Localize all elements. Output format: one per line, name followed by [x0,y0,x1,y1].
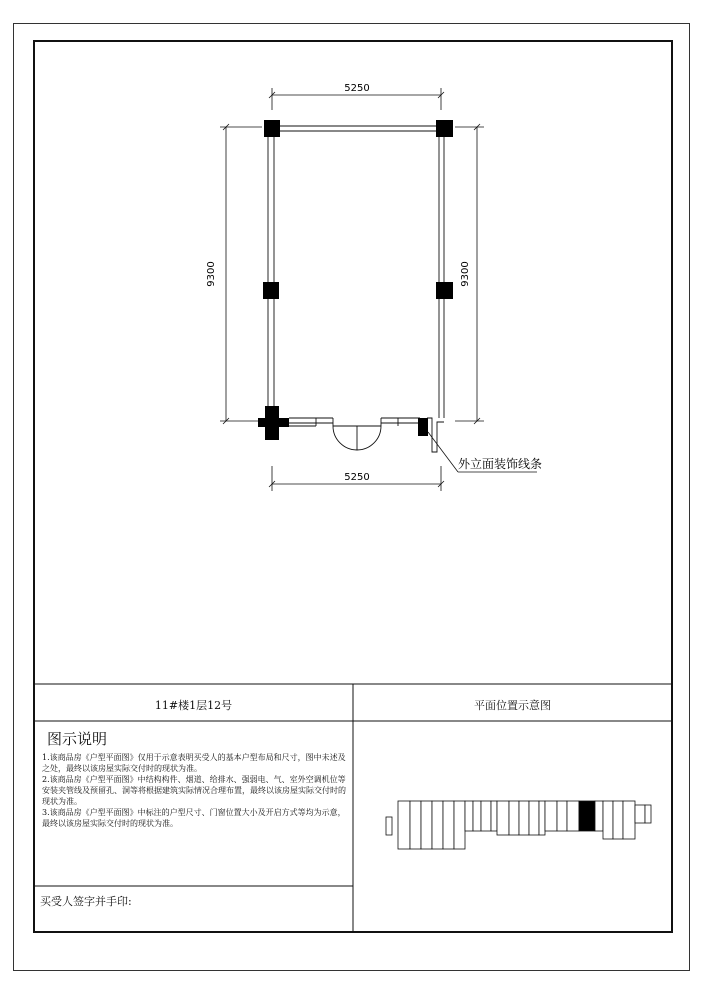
note-item: 3.该商品房《户型平面图》中标注的户型尺寸、门窗位置大小及开启方式等均为示意，最终以该房屋实际交付时的现状为准。 [42,808,346,828]
notes-list [42,752,347,829]
location-title: 平面位置示意图 [474,699,551,712]
dimension-top-label: 5250 [344,83,370,94]
dimension-left [220,124,262,424]
dimension-right-label: 9300 [460,261,471,287]
note-item: 1.该商品房《户型平面图》仅用于示意表明买受人的基本户型布局和尺寸，图中未述及之处，最终以该房屋实际交付时的现状为准。 [42,753,346,773]
note-item: 2.该商品房《户型平面图》中结构构件、烟道、给排水、强弱电、气、室外空调机位等安装夹管线及预留孔、洞等将根据建筑实际情况合理布置，最终以该房屋实际交付时的现状为准。 [42,775,346,806]
dimension-bottom-label: 5250 [344,472,370,483]
walls [268,126,444,452]
columns [258,120,453,440]
notes-title: 图示说明 [47,730,108,748]
signature-label: 买受人签字并手印: [40,895,132,908]
callout-label: 外立面装饰线条 [458,457,543,471]
unit-name: 11#楼1层12号 [154,699,233,712]
dimension-left-label: 9300 [206,261,217,287]
site-location-map [386,801,651,849]
